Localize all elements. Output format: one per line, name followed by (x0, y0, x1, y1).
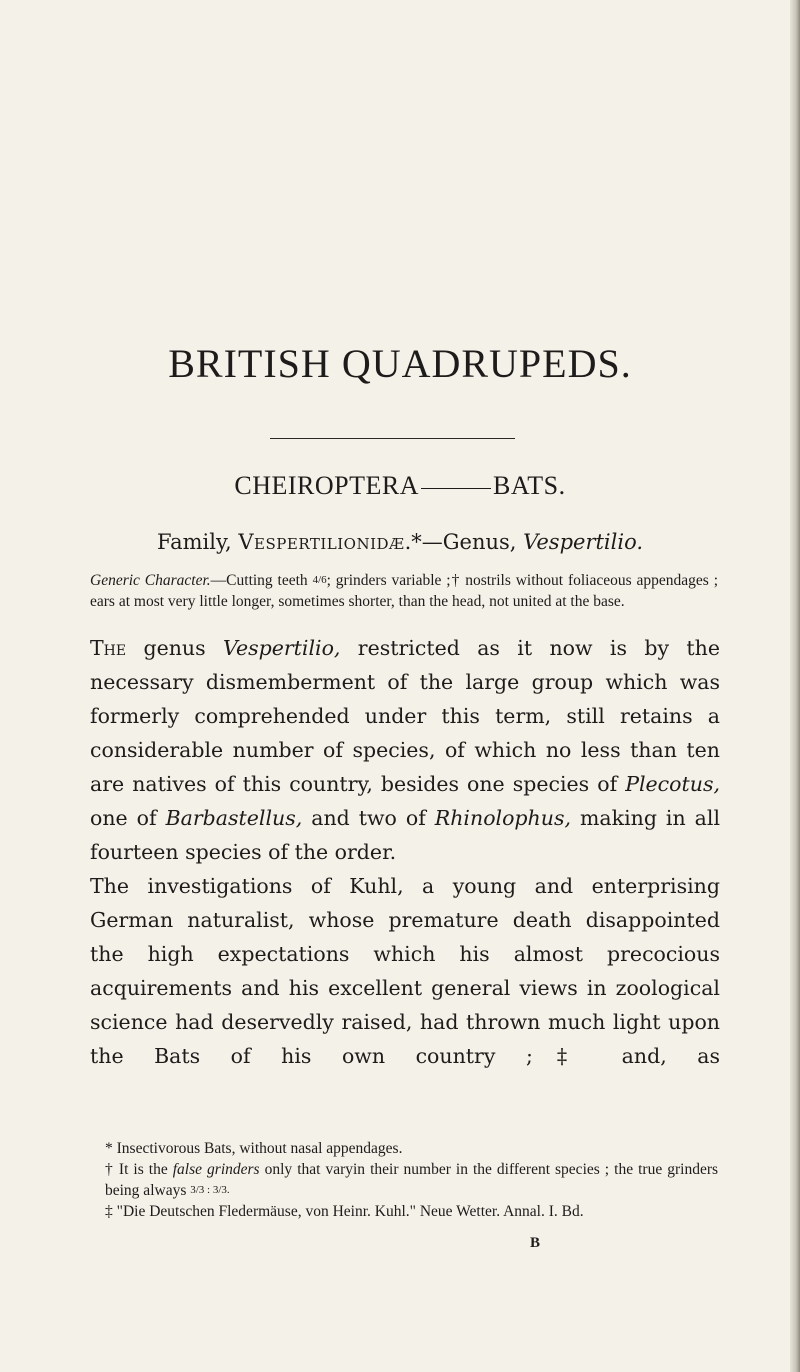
title-rule (270, 438, 515, 439)
teeth-fraction: 4/6 (312, 574, 327, 586)
page-title: BRITISH QUADRUPEDS. (168, 341, 632, 386)
footnote-2-italic: false grinders (172, 1161, 260, 1178)
page-edge (790, 0, 800, 1372)
body-text (90, 631, 720, 1073)
generic-text-3: nostrils without foliaceous appendages ; ears at most very little longer, sometimes shorter, than the head, not united at the base. (90, 572, 719, 610)
order-dash (421, 488, 491, 489)
footnote-1: * Insectivorous Bats, without nasal appendages. (105, 1140, 403, 1157)
paragraph-1-text-c: one of (90, 806, 166, 830)
footnote-2-fraction: 3/3 : 3/3. (190, 1184, 230, 1196)
paragraph-1-rhinolophus: Rhinolophus, (434, 806, 571, 830)
footnotes (90, 1138, 718, 1222)
genus-prefix: —Genus, (421, 530, 524, 554)
paragraph-1-barbastellus: Barbastellus, (165, 806, 303, 830)
generic-text-2: ; grinders variable ; (326, 572, 451, 589)
generic-character (90, 570, 718, 612)
paragraph-1-text-e: making in all fourteen species of the order. (90, 806, 721, 864)
order-name: CHEIROPTERA (234, 471, 420, 500)
paragraph-1 (90, 631, 720, 869)
family-heading (0, 530, 800, 554)
order-heading (0, 471, 800, 501)
generic-character-label: Generic Character. (90, 572, 211, 589)
paragraph-1-plecotus: Plecotus, (625, 772, 720, 796)
signature-mark: B (530, 1235, 541, 1251)
genus-name: Vespertilio. (523, 530, 644, 554)
footnote-2-text: only that varyin their number in the different species ; the true grinders being always (105, 1161, 719, 1199)
paragraph-1-text-b: restricted as it now is by the necessary dismemberment of the large group which was formerly comprehended under this term, still retains a considerable number of species, of which no less than ten are natives of this country, besides one species of (90, 636, 720, 796)
paragraph-1-text-a: genus (126, 636, 224, 660)
family-name: Vespertilionidæ (238, 530, 405, 554)
order-common-name: BATS. (493, 471, 566, 500)
family-prefix: Family, (156, 530, 239, 554)
footnote-2-mark: † It is the (105, 1161, 173, 1178)
paragraph-1-genus: Vespertilio, (223, 636, 341, 660)
family-footnote-mark: .* (404, 530, 422, 554)
paragraph-1-text-d: and two of (302, 806, 435, 830)
footnote-3: ‡ "Die Deutschen Fledermäuse, von Heinr. Kuhl." Neue Wetter. Annal. I. Bd. (105, 1203, 584, 1220)
paragraph-2: The investigations of Kuhl, a young and enterprising German naturalist, whose premature death disappointed the high expectations which his almost precocious acquirements and his excellent general views in zoological science had deservedly raised, had thrown much light upon the Bats of his own country ;‡ and, as (90, 874, 720, 1068)
footnote-2 (90, 1159, 718, 1201)
paragraph-lead: The (90, 636, 127, 660)
generic-text-1: —Cutting teeth (210, 572, 313, 589)
generic-footnote-mark: † (450, 572, 461, 589)
